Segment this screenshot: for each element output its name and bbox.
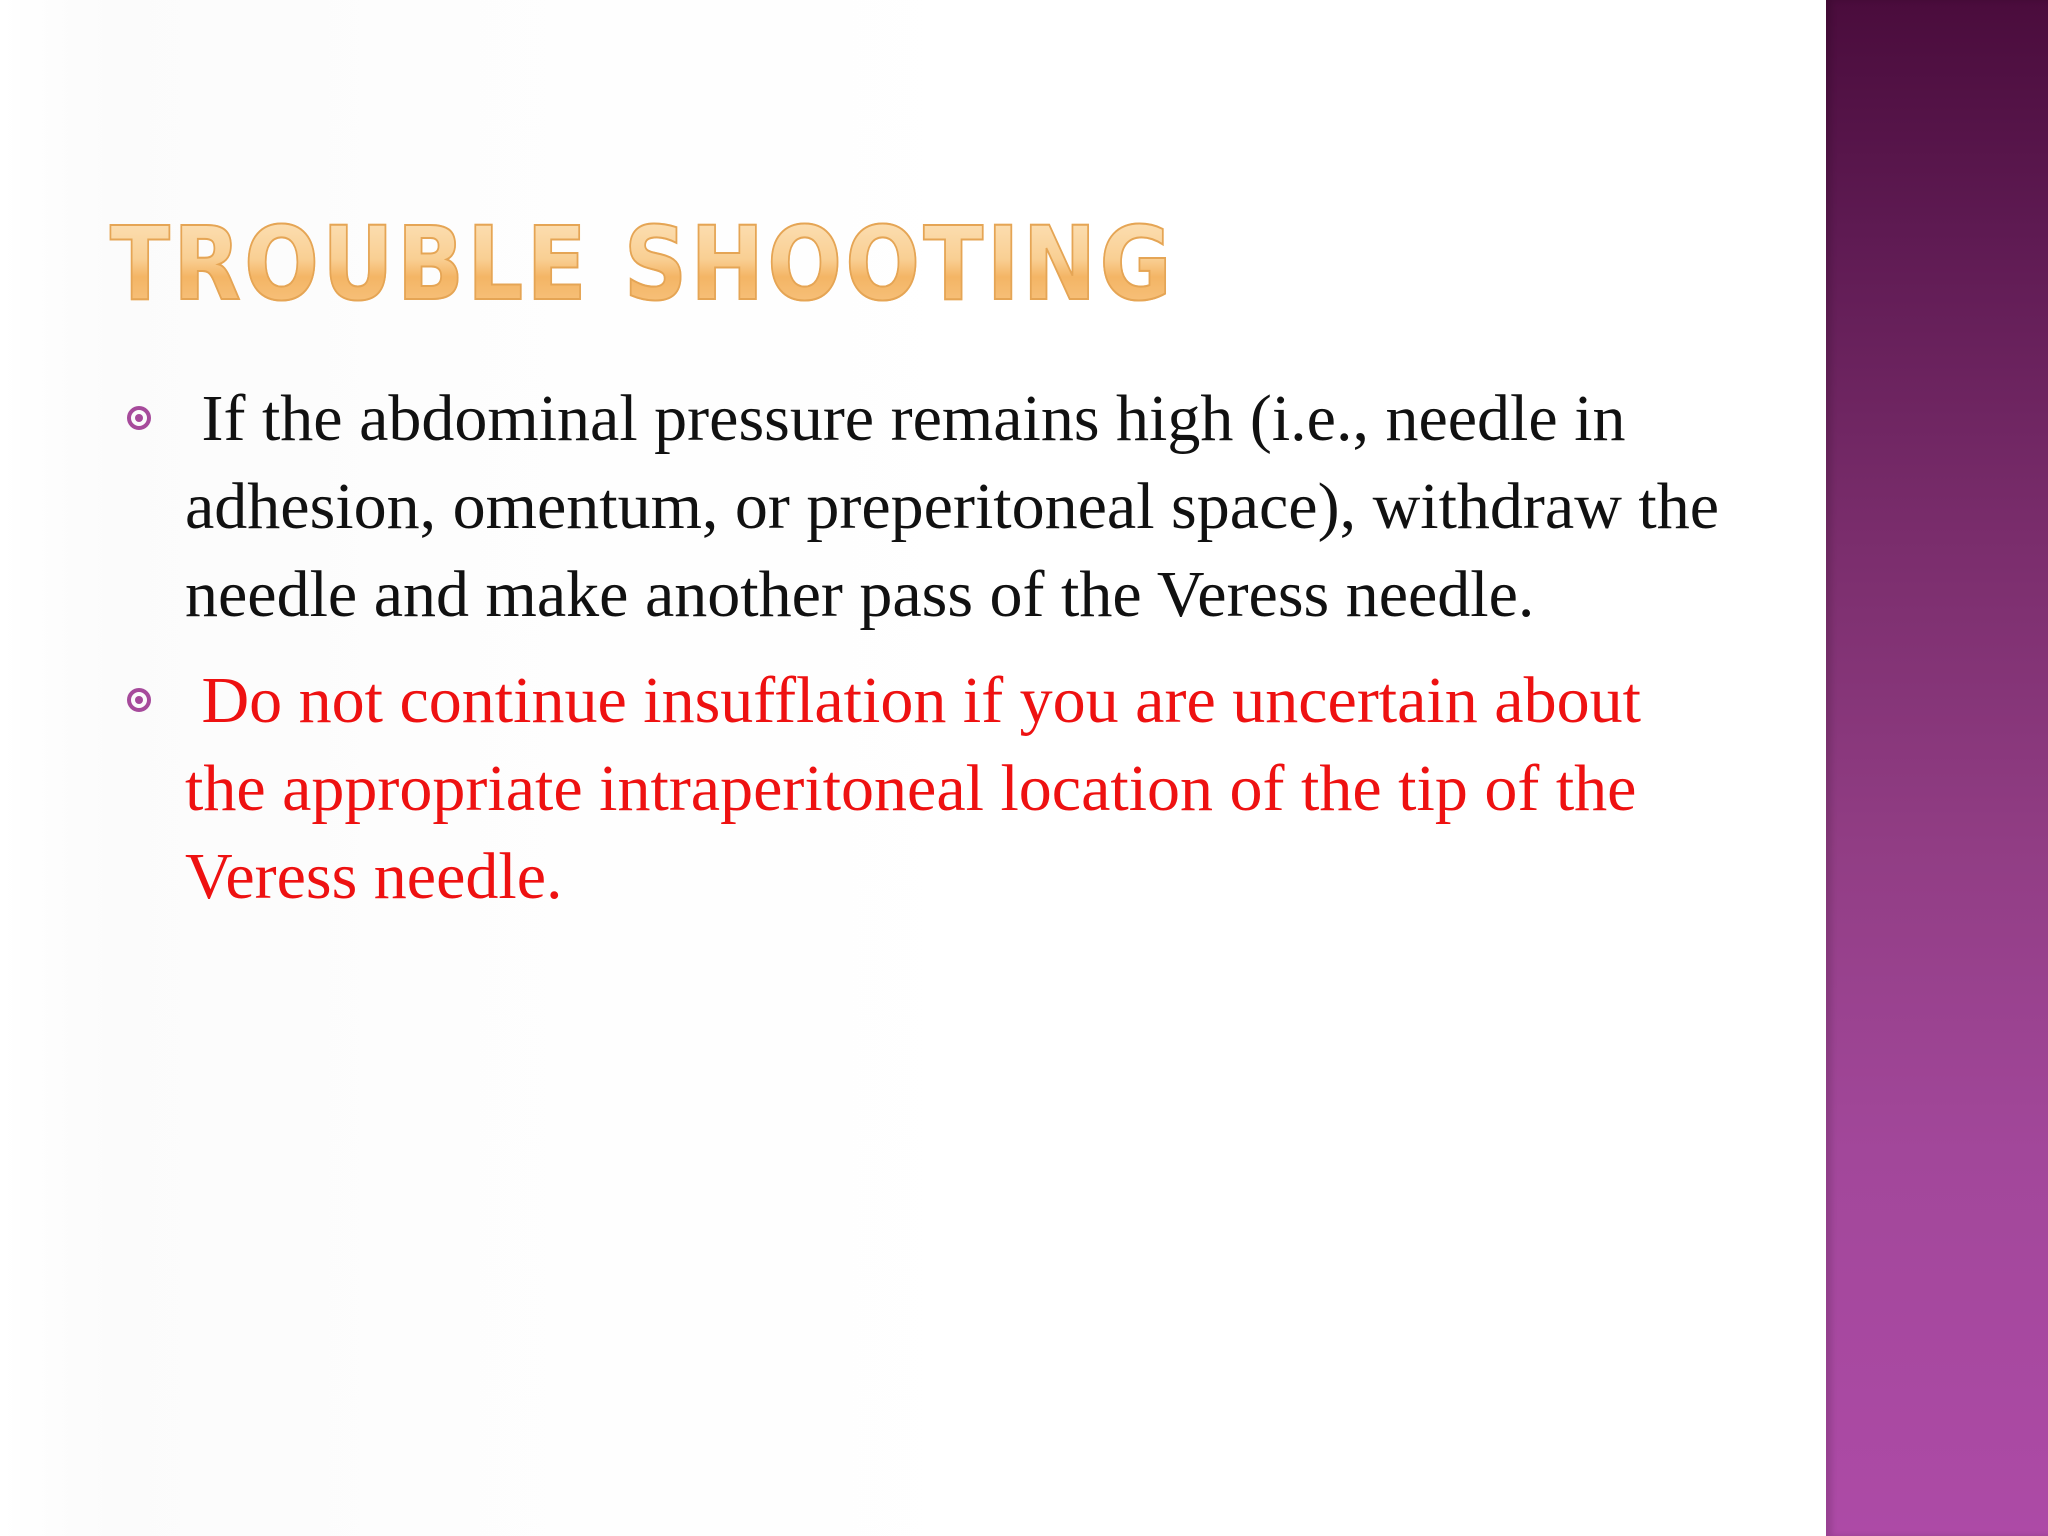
bullet-text: Do not continue insufflation if you are uncertain about the appropriate intraperitoneal location of the tip of the Veress needle. bbox=[185, 664, 1658, 913]
slide-title: TROUBLE SHOOTING bbox=[110, 205, 1176, 324]
circled-dot-icon bbox=[127, 688, 151, 712]
circled-dot-icon bbox=[127, 406, 151, 430]
bullet-item bbox=[125, 375, 1736, 639]
bullet-text: If the abdominal pressure remains high (i.e., needle in adhesion, omentum, or preperitoneal space), withdraw the needle and make another pass of the Veress needle. bbox=[185, 382, 1736, 631]
decorative-side-band bbox=[1826, 0, 2048, 1536]
bullet-item bbox=[125, 657, 1725, 921]
bullet-list bbox=[125, 375, 1736, 939]
